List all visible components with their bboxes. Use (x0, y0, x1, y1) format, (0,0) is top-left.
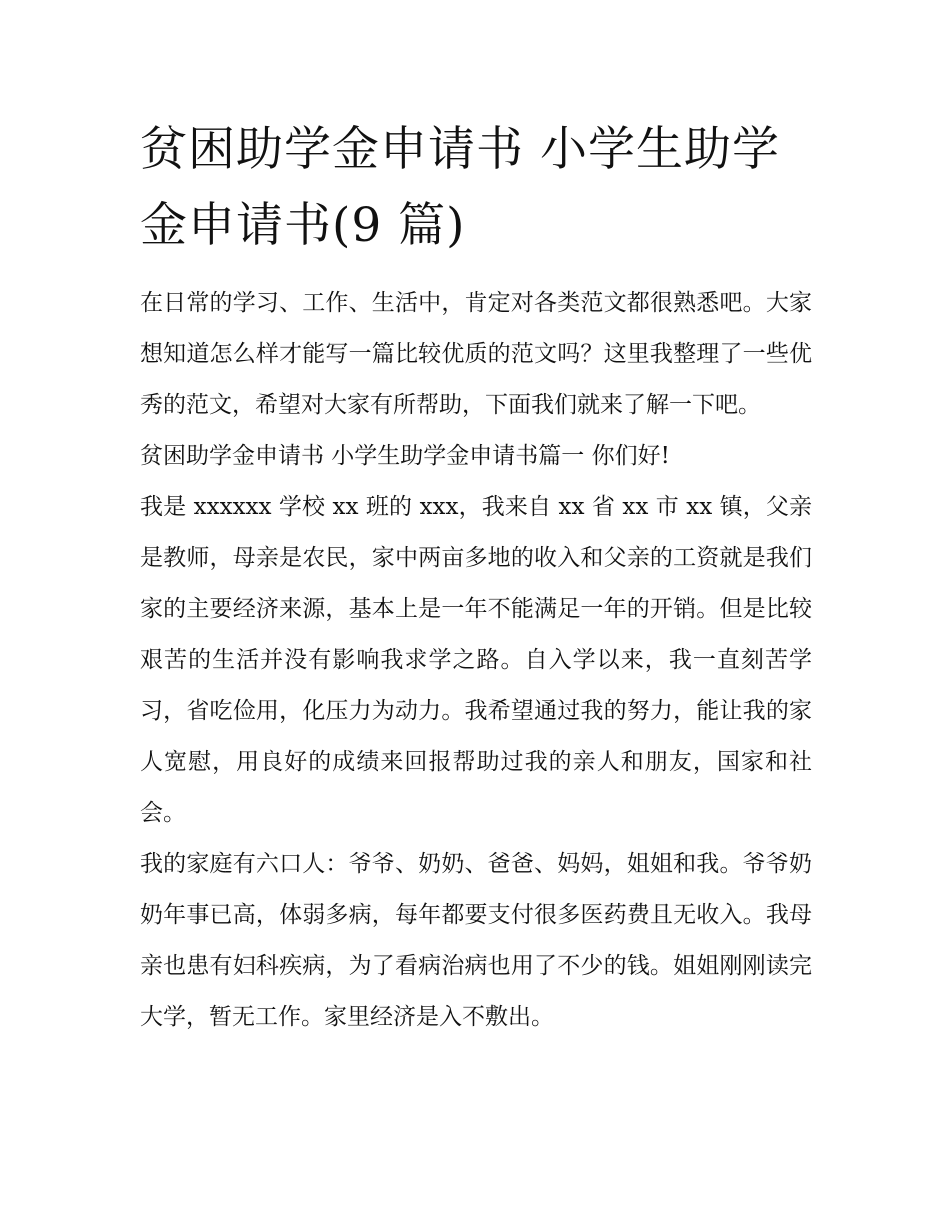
paragraph-self-introduction: 我是 xxxxxx 学校 xx 班的 xxx，我来自 xx 省 xx 市 xx 镇，父亲是教师，母亲是农民，家中两亩多地的收入和父亲的工资就是我们家的主要经济来源，基本上是一年不能满足一年的开销。但是比较艰苦的生活并没有影响我求学之路。自入学以来，我一直刻苦学习，省吃俭用，化压力为动力。我希望通过我的努力，能让我的家人宽慰，用良好的成绩来回报帮助过我的亲人和朋友，国家和社会。 (140, 494, 812, 826)
document-body (140, 278, 812, 1043)
paragraph-heading-greeting: 贫困助学金申请书 小学生助学金申请书篇一 你们好! (140, 443, 670, 469)
document-content (140, 112, 812, 1043)
document-title (140, 112, 812, 264)
title-line-2: 金申请书(9 篇) (140, 198, 466, 253)
title-line-1: 贫困助学金申请书 小学生助学 (140, 122, 780, 177)
paragraph-intro: 在日常的学习、工作、生活中，肯定对各类范文都很熟悉吧。大家想知道怎么样才能写一篇比较优质的范文吗？这里我整理了一些优秀的范文，希望对大家有所帮助，下面我们就来了解一下吧。 (140, 290, 812, 418)
paragraph-family-situation: 我的家庭有六口人：爷爷、奶奶、爸爸、妈妈，姐姐和我。爷爷奶奶年事已高，体弱多病，每年都要支付很多医药费且无收入。我母亲也患有妇科疾病，为了看病治病也用了不少的钱。姐姐刚刚读完大学，暂无工作。家里经济是入不敷出。 (140, 851, 812, 1030)
